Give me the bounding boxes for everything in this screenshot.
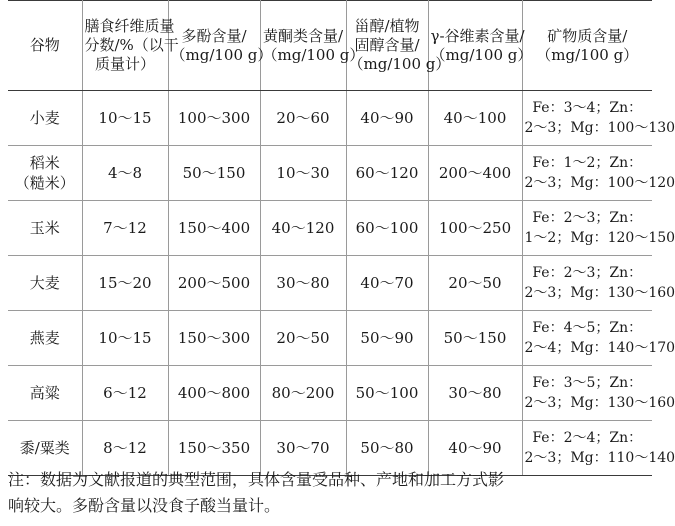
cell-polyphenol: 150～350 [168,421,260,476]
cell-grain: 大麦 [8,256,82,311]
cell-grain: 高粱 [8,366,82,421]
cell-mineral: Fe：2～4；Zn： 2～3；Mg：110～140 [522,421,652,476]
cell-flavonoid: 40～120 [260,201,346,256]
header-mineral: 矿物质含量/ （mg/100 g） [522,1,652,91]
cell-polyphenol: 200～500 [168,256,260,311]
cell-sterol: 60～120 [346,146,428,201]
table-row [8,311,652,366]
cell-flavonoid: 30～70 [260,421,346,476]
cell-sterol: 40～90 [346,91,428,146]
cell-fiber: 6～12 [82,366,168,421]
cell-oryzanol: 100～250 [428,201,522,256]
cell-mineral: Fe：2～3；Zn： 2～3；Mg：130～160 [522,256,652,311]
table-row [8,146,652,201]
cell-oryzanol: 20～50 [428,256,522,311]
cell-flavonoid: 10～30 [260,146,346,201]
cell-flavonoid: 80～200 [260,366,346,421]
table-footnote: 注：数据为文献报道的典型范围，具体含量受品种、产地和加工方式影 响较大。多酚含量以没食子酸当量计。 [8,470,505,515]
cell-grain: 小麦 [8,91,82,146]
cell-fiber: 10～15 [82,311,168,366]
cell-sterol: 50～100 [346,366,428,421]
table-header-row [8,1,652,91]
header-oryzanol: γ-谷维素含量/ （mg/100 g） [428,1,522,91]
cell-flavonoid: 30～80 [260,256,346,311]
cell-mineral: Fe：3～4；Zn： 2～3；Mg：100～130 [522,91,652,146]
header-fiber: 膳食纤维质量 分数/%（以干 质量计） [82,1,168,91]
cell-grain: 玉米 [8,201,82,256]
table-row [8,256,652,311]
cell-mineral: Fe：3～5；Zn： 2～3；Mg：130～160 [522,366,652,421]
cell-sterol: 40～70 [346,256,428,311]
cell-fiber: 8～12 [82,421,168,476]
header-sterol: 甾醇/植物 固醇含量/ （mg/100 g） [346,1,428,91]
table-row [8,366,652,421]
cell-polyphenol: 100～300 [168,91,260,146]
cell-flavonoid: 20～50 [260,311,346,366]
cell-sterol: 60～100 [346,201,428,256]
cell-oryzanol: 40～90 [428,421,522,476]
cell-sterol: 50～90 [346,311,428,366]
cell-grain: 黍/粟类 [8,421,82,476]
cell-fiber: 15～20 [82,256,168,311]
cell-oryzanol: 200～400 [428,146,522,201]
grain-composition-table [8,0,675,476]
cell-oryzanol: 40～100 [428,91,522,146]
cell-polyphenol: 150～400 [168,201,260,256]
cell-polyphenol: 400～800 [168,366,260,421]
header-polyphenol: 多酚含量/ （mg/100 g） [168,1,260,91]
cell-fiber: 10～15 [82,91,168,146]
table-body [8,91,675,476]
cell-flavonoid: 20～60 [260,91,346,146]
cell-polyphenol: 50～150 [168,146,260,201]
cell-sterol: 50～80 [346,421,428,476]
header-flavonoid: 黄酮类含量/ （mg/100 g） [260,1,346,91]
cell-grain: 燕麦 [8,311,82,366]
cell-fiber: 4～8 [82,146,168,201]
cell-mineral: Fe：1～2；Zn： 2～3；Mg：100～120 [522,146,652,201]
header-grain: 谷物 [8,1,82,91]
cell-oryzanol: 30～80 [428,366,522,421]
table-row [8,201,652,256]
cell-mineral: Fe：4～5；Zn： 2～4；Mg：140～170 [522,311,652,366]
cell-oryzanol: 50～150 [428,311,522,366]
cell-fiber: 7～12 [82,201,168,256]
cell-mineral: Fe：2～3；Zn： 1～2；Mg：120～150 [522,201,652,256]
cell-polyphenol: 150～300 [168,311,260,366]
table-row [8,91,652,146]
cell-grain: 稻米 （糙米） [8,146,82,201]
